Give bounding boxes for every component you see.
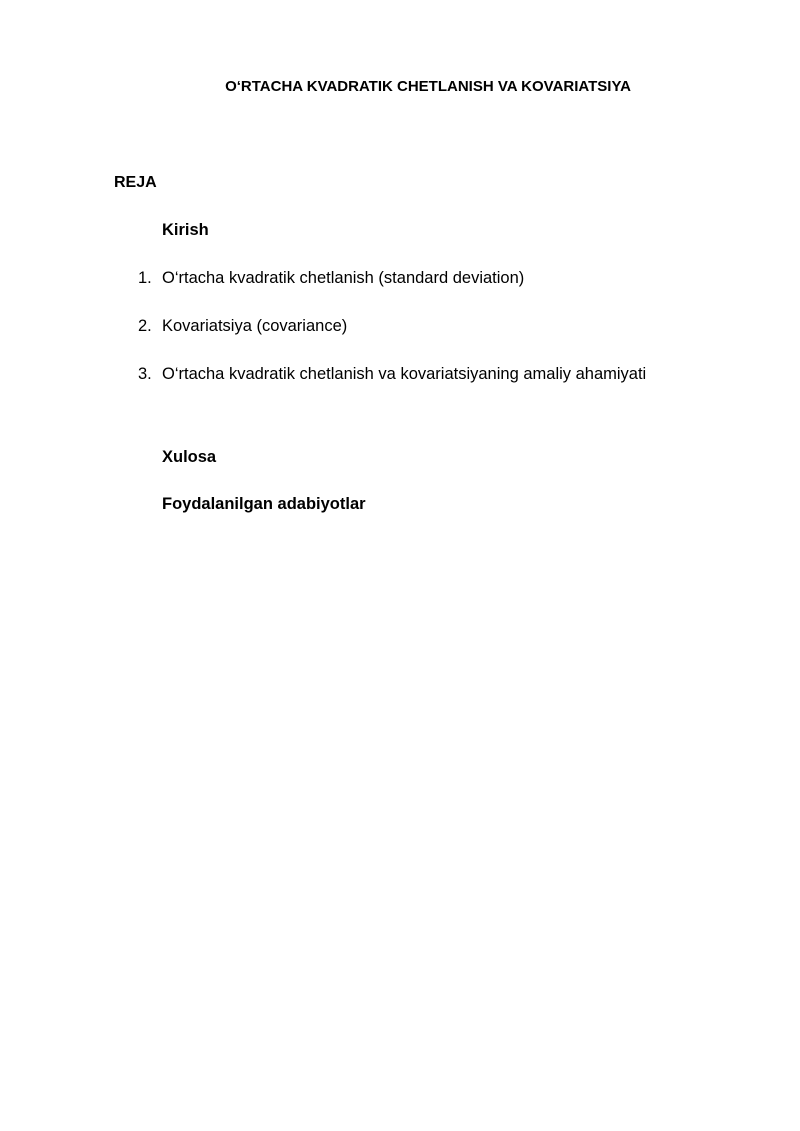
list-item-2: Kovariatsiya (covariance) xyxy=(162,317,348,335)
plan-heading: REJA xyxy=(114,174,157,191)
conclusion-heading: Xulosa xyxy=(162,448,217,466)
document-title: O‘RTACHA KVADRATIK CHETLANISH VA KOVARIATSIYA xyxy=(225,78,631,95)
references-heading: Foydalanilgan adabiyotlar xyxy=(162,495,366,513)
list-item-3: O‘rtacha kvadratik chetlanish va kovariatsiyaning amaliy ahamiyati xyxy=(162,365,647,383)
list-item-1: O‘rtacha kvadratik chetlanish (standard deviation) xyxy=(162,269,525,287)
intro-heading: Kirish xyxy=(162,221,209,239)
list-item-number-1: 1. xyxy=(138,269,152,287)
list-item-number-2: 2. xyxy=(138,317,152,335)
list-item-number-3: 3. xyxy=(138,365,152,383)
